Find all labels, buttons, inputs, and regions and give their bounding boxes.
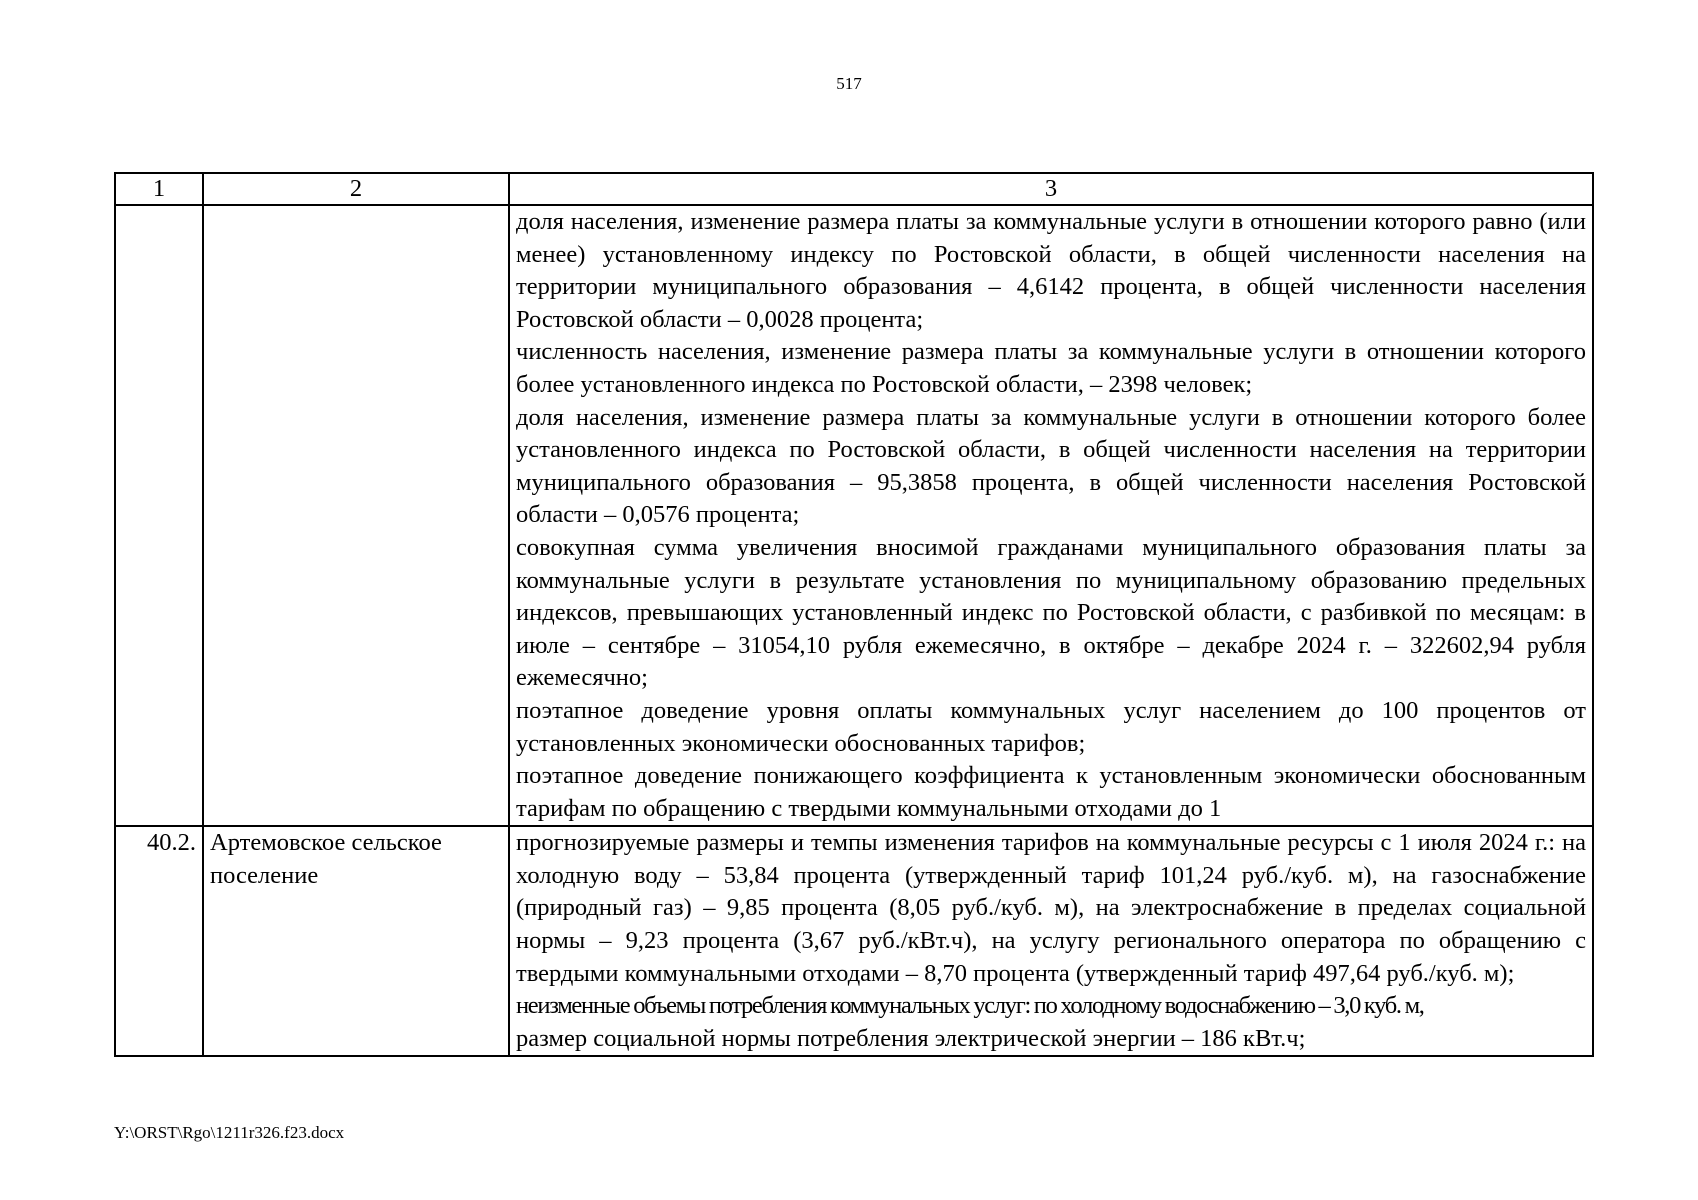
table-row	[115, 205, 1593, 826]
table-row	[115, 826, 1593, 1056]
row-text-cell	[509, 826, 1593, 1056]
paragraph: размер социальной нормы потребления электрической энергии – 186 кВт.ч;	[516, 1024, 1306, 1052]
row-name-cell: Артемовское сельское поселение	[203, 826, 509, 1056]
paragraph: доля населения, изменение размера платы за коммунальные услуги в отношении которого более установленного индекса по Ростовской области, в общей численности населения на территории муниципального образования – 95,3858 процента, в общей численности населения Ростовской области – 0,0576 процента;	[516, 403, 1586, 529]
data-table	[114, 172, 1594, 1057]
paragraph: поэтапное доведение уровня оплаты коммунальных услуг населением до 100 процентов от установленных экономически обоснованных тарифов;	[516, 696, 1586, 757]
paragraph: прогнозируемые размеры и темпы изменения тарифов на коммунальные ресурсы с 1 июля 2024 г.: на холодную воду – 53,84 процента (утвержденный тариф 101,24 руб./куб. м), на газоснабжение (природный газ) – 9,85 процента (8,05 руб./куб. м), на электроснабжение в пределах социальной нормы – 9,23 процента (3,67 руб./кВт.ч), на услугу регионального оператора по обращению с твердыми коммунальными отходами – 8,70 процента (утвержденный тариф 497,64 руб./куб. м);	[516, 829, 1586, 987]
column-header-3: 3	[509, 173, 1593, 205]
paragraph: неизменные объемы потребления коммунальных услуг: по холодному водоснабжению – 3,0 куб. м,	[516, 992, 1424, 1020]
paragraph: поэтапное доведение понижающего коэффициента к установленным экономически обоснованным тарифам по обращению с твердыми коммунальными отходами до 1	[516, 762, 1586, 822]
paragraph: численность населения, изменение размера платы за коммунальные услуги в отношении которого более установленного индекса по Ростовской области, – 2398 человек;	[516, 338, 1586, 398]
file-path-footer: Y:\ORST\Rgo\1211r326.f23.docx	[114, 1123, 345, 1142]
row-number-cell: 40.2.	[115, 826, 203, 1056]
row-text-cell	[509, 205, 1593, 826]
paragraph: совокупная сумма увеличения вносимой гражданами муниципального образования платы за коммунальные услуги в результате установления по муниципальному образованию предельных индексов, превышающих установленный индекс по Ростовской области, с разбивкой по месяцам: в июле – сентябре – 31054,10 рубля ежемесячно, в октябре – декабре 2024 г. – 322602,94 рубля ежемесячно;	[516, 533, 1586, 692]
page-number: 517	[836, 74, 862, 93]
column-header-2: 2	[203, 173, 509, 205]
row-name-cell	[203, 205, 509, 826]
column-header-1: 1	[115, 173, 203, 205]
table-header-row	[115, 173, 1593, 205]
paragraph: доля населения, изменение размера платы за коммунальные услуги в отношении которого равно (или менее) установленному индексу по Ростовской области, в общей численности населения на территории муниципального образования – 4,6142 процента, в общей численности населения Ростовской области – 0,0028 процента;	[516, 208, 1586, 333]
row-number-cell	[115, 205, 203, 826]
